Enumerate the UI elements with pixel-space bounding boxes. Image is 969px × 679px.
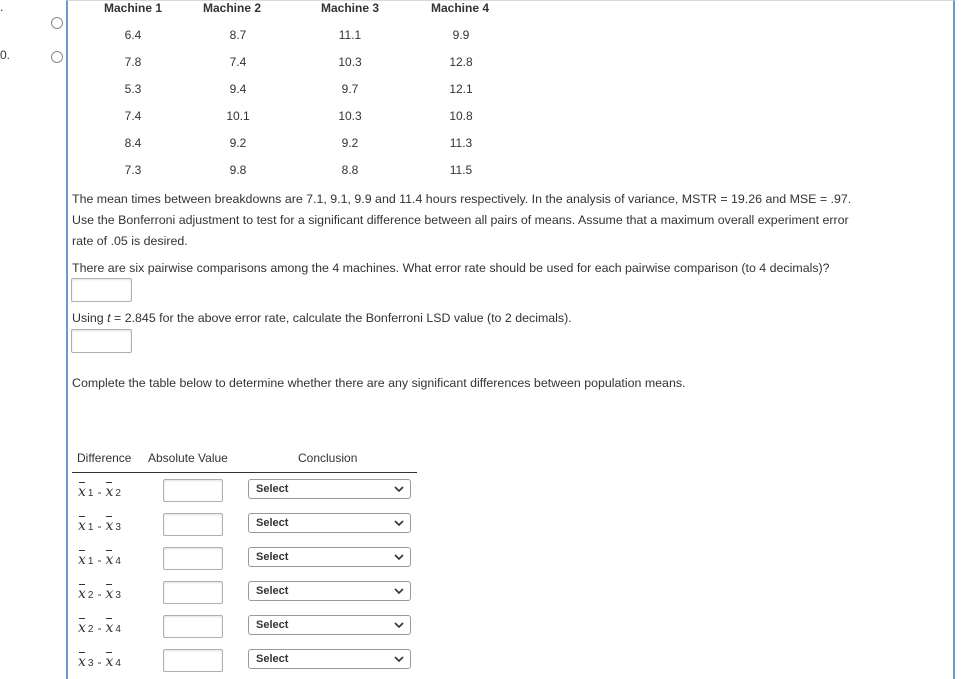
subscript-a: 2 (87, 624, 94, 635)
x-bar-symbol: x (105, 654, 114, 670)
cell-r5-c4: 11.3 (449, 136, 473, 150)
absolute-value-input-1-4[interactable] (163, 547, 223, 570)
problem-text-line-1: The mean times between breakdowns are 7.1, 9.1, 9.9 and 11.4 hours respectively. In the analysis of variance, MSTR = 19.26 and MSE = .97. (72, 192, 852, 206)
x-bar-symbol: x (105, 552, 114, 568)
cell-r2-c4: 12.8 (449, 55, 473, 69)
x-bar-symbol: x (105, 518, 114, 534)
question-panel (66, 0, 955, 679)
subscript-a: 2 (87, 590, 94, 601)
minus-sign: - (97, 485, 102, 499)
chevron-down-icon (394, 551, 404, 563)
header-absolute-value: Absolute Value (148, 451, 228, 465)
question-table-instructions: Complete the table below to determine whether there are any significant differences between population means. (72, 376, 686, 390)
question-lsd-prefix: Using (72, 311, 108, 325)
minus-sign: - (97, 519, 102, 533)
minus-sign: - (97, 553, 102, 567)
cell-r3-c2: 9.4 (229, 82, 247, 96)
minus-sign: - (97, 621, 102, 635)
cell-r5-c1: 8.4 (124, 136, 142, 150)
error-rate-input[interactable] (71, 278, 132, 302)
conclusion-select-1-3[interactable] (248, 513, 411, 533)
radio-option-2[interactable] (51, 51, 63, 63)
cell-r2-c2: 7.4 (229, 55, 247, 69)
cell-r4-c2: 10.1 (226, 109, 250, 123)
select-label: Select (256, 517, 289, 529)
cell-r6-c2: 9.8 (229, 163, 247, 177)
conclusion-select-2-4[interactable] (248, 615, 411, 635)
select-label: Select (256, 619, 289, 631)
question-error-rate: There are six pairwise comparisons among the 4 machines. What error rate should be used for each pairwise comparison (to 4 decimals)? (72, 261, 830, 275)
cell-r4-c1: 7.4 (124, 109, 142, 123)
conclusion-select-1-4[interactable] (248, 547, 411, 567)
subscript-b: 4 (115, 556, 121, 567)
question-number: 0. (0, 48, 11, 62)
x-bar-symbol: x (105, 620, 114, 636)
subscript-b: 4 (115, 658, 121, 669)
absolute-value-input-1-2[interactable] (163, 479, 223, 502)
header-machine-1: Machine 1 (103, 1, 163, 15)
table-header-rule (72, 472, 417, 473)
absolute-value-input-2-4[interactable] (163, 615, 223, 638)
header-machine-4: Machine 4 (430, 1, 490, 15)
chevron-down-icon (394, 483, 404, 495)
problem-text-line-3: rate of .05 is desired. (72, 234, 188, 248)
header-machine-3: Machine 3 (320, 1, 380, 15)
absolute-value-input-1-3[interactable] (163, 513, 223, 536)
cell-r3-c3: 9.7 (341, 82, 359, 96)
cell-r3-c4: 12.1 (449, 82, 473, 96)
x-bar-symbol: x (78, 552, 86, 568)
left-gutter (0, 0, 67, 678)
cell-r1-c2: 8.7 (229, 28, 247, 42)
problem-text-line-2: Use the Bonferroni adjustment to test for a significant difference between all pairs of means. Assume that a maximum overall experiment error (72, 213, 849, 227)
cell-r6-c3: 8.8 (341, 163, 359, 177)
header-machine-2: Machine 2 (202, 1, 262, 15)
subscript-a: 3 (87, 658, 94, 669)
subscript-a: 1 (87, 556, 94, 567)
header-conclusion: Conclusion (298, 451, 358, 465)
subscript-b: 3 (115, 590, 121, 601)
radio-option-1[interactable] (51, 17, 63, 29)
select-label: Select (256, 653, 289, 665)
x-bar-symbol: x (78, 484, 86, 500)
difference-label-3-4 (78, 654, 121, 670)
cell-r6-c1: 7.3 (124, 163, 142, 177)
x-bar-symbol: x (105, 586, 114, 602)
lsd-value-input[interactable] (71, 329, 132, 353)
x-bar-symbol: x (78, 654, 86, 670)
select-label: Select (256, 551, 289, 563)
difference-label-1-2 (78, 484, 121, 500)
cell-r2-c3: 10.3 (338, 55, 362, 69)
cell-r4-c4: 10.8 (449, 109, 473, 123)
difference-label-2-3 (78, 586, 121, 602)
x-bar-symbol: x (78, 586, 86, 602)
difference-label-2-4 (78, 620, 121, 636)
conclusion-select-2-3[interactable] (248, 581, 411, 601)
cell-r5-c3: 9.2 (341, 136, 359, 150)
x-bar-symbol: x (78, 518, 86, 534)
chevron-down-icon (394, 517, 404, 529)
difference-label-1-4 (78, 552, 121, 568)
question-lsd (72, 308, 572, 329)
chevron-down-icon (394, 585, 404, 597)
cell-r1-c1: 6.4 (124, 28, 142, 42)
question-lsd-suffix: = 2.845 for the above error rate, calculate the Bonferroni LSD value (to 2 decimals). (110, 311, 572, 325)
cell-r5-c2: 9.2 (229, 136, 247, 150)
subscript-b: 2 (115, 488, 121, 499)
minus-sign: - (97, 587, 102, 601)
gutter-prefix: . (0, 0, 4, 14)
cell-r2-c1: 7.8 (124, 55, 142, 69)
x-bar-symbol: x (78, 620, 86, 636)
chevron-down-icon (394, 653, 404, 665)
x-bar-symbol: x (105, 484, 114, 500)
minus-sign: - (97, 655, 102, 669)
cell-r6-c4: 11.5 (449, 163, 473, 177)
t-symbol: t (107, 311, 111, 325)
conclusion-select-1-2[interactable] (248, 479, 411, 499)
difference-label-1-3 (78, 518, 121, 534)
absolute-value-input-3-4[interactable] (163, 649, 223, 672)
subscript-a: 1 (87, 488, 94, 499)
cell-r3-c1: 5.3 (124, 82, 142, 96)
absolute-value-input-2-3[interactable] (163, 581, 223, 604)
header-difference: Difference (77, 451, 132, 465)
cell-r1-c3: 11.1 (338, 28, 362, 42)
cell-r4-c3: 10.3 (338, 109, 362, 123)
select-label: Select (256, 585, 289, 597)
subscript-a: 1 (87, 522, 94, 533)
cell-r1-c4: 9.9 (452, 28, 470, 42)
chevron-down-icon (394, 619, 404, 631)
subscript-b: 3 (115, 522, 121, 533)
conclusion-select-3-4[interactable] (248, 649, 411, 669)
select-label: Select (256, 483, 289, 495)
subscript-b: 4 (115, 624, 121, 635)
